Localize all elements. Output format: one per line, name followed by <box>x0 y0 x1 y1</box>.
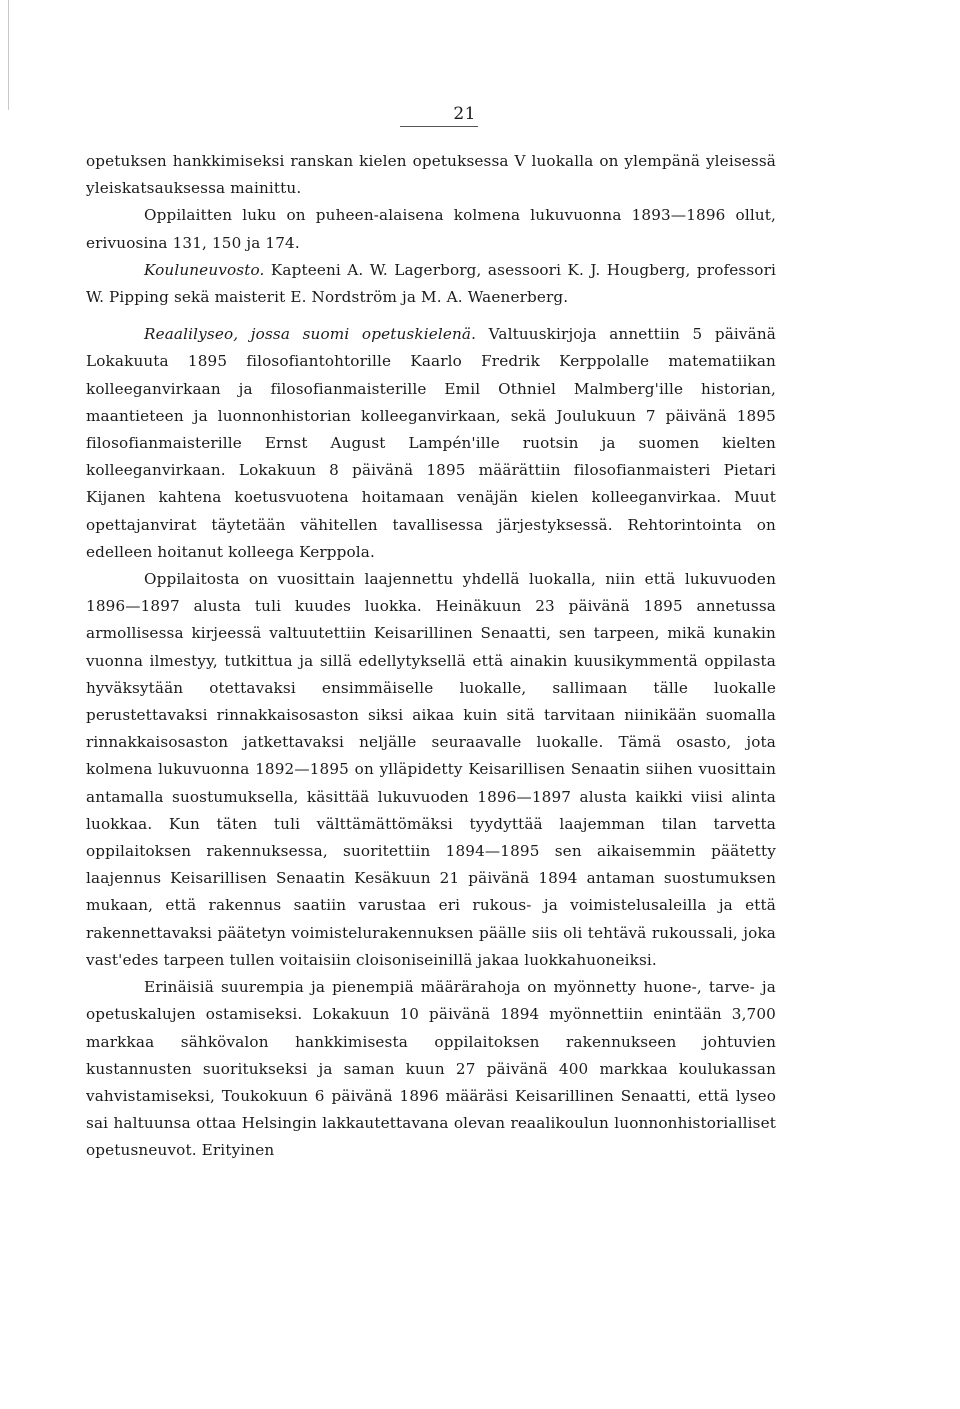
paragraph <box>86 321 776 566</box>
paragraph-text: Kapteeni A. W. Lagerborg, asessoori K. J. Hougberg, professori W. Pipping sekä maisterit E. Nordström ja M. A. Waenerberg. <box>86 260 776 307</box>
paragraph-text: Erinäisiä suurempia ja pienempiä määrärahoja on myönnetty huone-, tarve- ja opetuskalujen ostamiseksi. Lokakuun 10 päivänä 1894 myönnettiin enintään 3,700 markkaa sähkövalon hankkimisesta oppilaitoksen rakennukseen johtuvien kustannusten suoritukseksi ja saman kuun 27 päivänä 400 markkaa koulukassan vahvistamiseksi, Toukokuun 6 päivänä 1896 määräsi Keisarillinen Senaatti, että lyseo sai haltuunsa ottaa Helsingin lakkautettavana olevan reaalikoulun luonnonhistorialliset opetusneuvot. Erityinen <box>86 978 776 1160</box>
scan-edge-line <box>8 0 9 110</box>
paragraph <box>86 257 776 311</box>
paragraph <box>86 974 776 1164</box>
paragraph <box>86 148 776 202</box>
paragraph-text: opetuksen hankkimiseksi ranskan kielen opetuksessa V luokalla on ylempänä yleisessä yleiskatsauksessa mainittu. <box>86 152 776 198</box>
paragraph <box>86 202 776 256</box>
paragraph-text: Oppilaitosta on vuosittain laajennettu yhdellä luokalla, niin että lukuvuoden 1896—1897 alusta tuli kuudes luokka. Heinäkuun 23 päivänä 1895 annetussa armollisessa kirjeessä valtuutettiin Keisarillinen Senaatti, sen tarpeen, mikä kunakin vuonna ilmestyy, tutkittua ja sillä edellytyksellä että ainakin kuusikymmentä oppilasta hyväksytään otettavaksi ensimmäiselle luokalle, sallimaan tälle luokalle perustettavaksi rinnakkaisosaston siksi aikaa kuin sitä tarvitaan niinikään suomalla rinnakkaisosaston jatkettavaksi neljälle seuraavalle luokalle. Tämä osasto, jota kolmena lukuvuonna 1892—1895 on ylläpidetty Keisarillisen Senaatin siihen vuosittain antamalla suostumuksella, käsittää lukuvuoden 1896—1897 alusta kaikki viisi alinta luokkaa. Kun täten tuli välttämättömäksi tyydyttää laajemman tilan tarvetta oppilaitoksen rakennuksessa, suoritettiin 1894—1895 sen aikaisemmin päätetty laajennus Keisarillisen Senaatin Kesäkuun 21 päivänä 1894 antaman suostumuksen mukaan, että rakennus saatiin varustaa eri rukous- ja voimistelusaleilla ja että rakennettavaksi päätetyn voimistelurakennuksen päälle siis oli tehtävä rukoussali, joka vast'edes tarpeen tullen voitaisiin cloisoniseinillä jakaa luokkahuoneiksi. <box>86 570 776 969</box>
section-heading: Reaalilyseo, jossa suomi opetuskielenä. <box>144 325 477 344</box>
paragraph <box>86 566 776 974</box>
paragraph-text: Valtuuskirjoja annettiin 5 päivänä Lokakuuta 1895 filosofiantohtorille Kaarlo Fredrik Kerppolalle matematiikan kolleeganvirkaan ja filosofianmaisterille Emil Othniel Malmberg'ille historian, maantieteen ja luonnonhistorian kolleeganvirkaan, sekä Joulukuun 7 päivänä 1895 filosofianmaisterille Ernst August Lampén'ille ruotsin ja suomen kielten kolleeganvirkaan. Lokakuun 8 päivänä 1895 määrättiin filosofianmaisteri Pietari Kijanen kahtena koetusvuotena hoitamaan venäjän kielen kolleeganvirkaa. Muut opettajanvirat täytetään vähitellen tavallisessa järjestyksessä. Rehtorintointa on edelleen hoitanut kolleega Kerppola. <box>86 325 776 561</box>
section-heading: Kouluneuvosto. <box>144 260 265 279</box>
page-number: 21 <box>453 104 476 124</box>
paragraph-text: Oppilaitten luku on puheen-alaisena kolmena lukuvuonna 1893—1896 ollut, erivuosina 131, 150 ja 174. <box>86 206 776 252</box>
body-text <box>86 148 776 1165</box>
page-number-rule <box>400 126 478 127</box>
